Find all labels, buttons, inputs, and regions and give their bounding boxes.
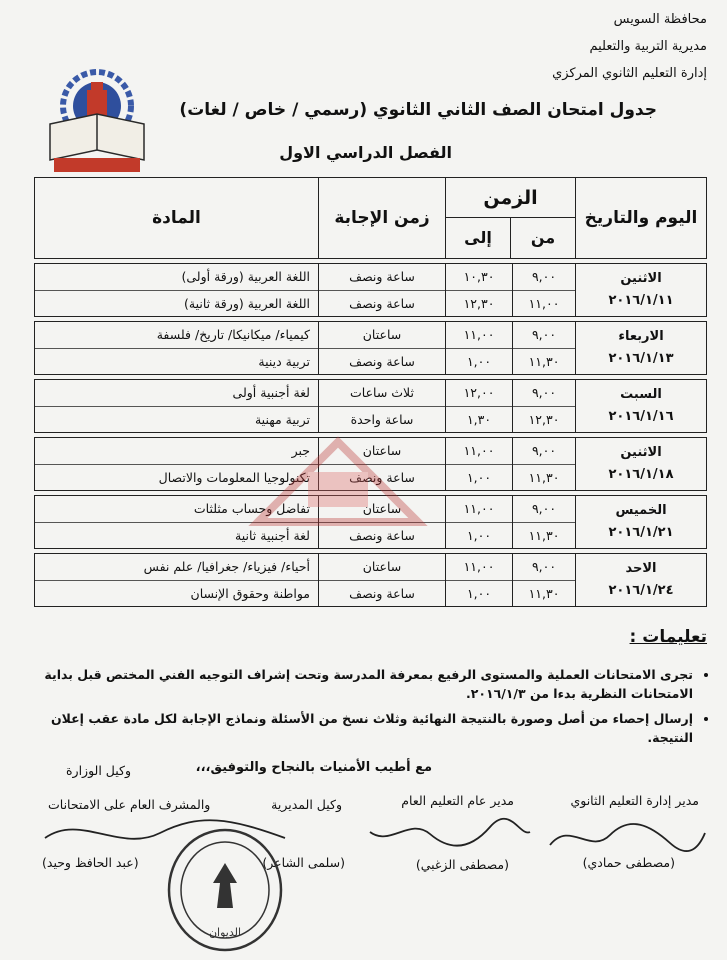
day-name: الخميس bbox=[615, 503, 667, 518]
signatory-title: والمشرف العام على الامتحانات bbox=[48, 797, 211, 812]
signatory-name: (مصطفى حمادي) bbox=[582, 855, 675, 870]
time-from: ١١,٠٠ bbox=[528, 295, 560, 311]
closing-wishes: مع أطيب الأمنيات بالنجاح والتوفيق،،، bbox=[195, 760, 432, 775]
day-name: الاربعاء bbox=[618, 329, 664, 344]
time-from: ٩,٠٠ bbox=[513, 264, 575, 291]
signature-scribble bbox=[365, 812, 535, 857]
answer-duration: ساعة ونصف bbox=[349, 295, 415, 311]
answer-duration: ساعة ونصف bbox=[349, 527, 415, 543]
day-date-cell bbox=[576, 438, 707, 491]
time-from: ١١,٣٠ bbox=[528, 585, 560, 601]
time-from: ٩,٠٠ bbox=[513, 496, 575, 523]
signatory-name: (سلمى الشاعر) bbox=[262, 855, 345, 870]
instruction-item: • إرسال إحصاء من أصل وصورة بالنتيجة النهائية وثلاث نسخ من الأسئلة ونماذج الإجابة لكل مادة عقب إعلان النتيجة. bbox=[17, 709, 693, 747]
subject-name: تربية مهنية bbox=[254, 411, 310, 427]
answer-duration: ساعة ونصف bbox=[349, 585, 415, 601]
table-row bbox=[35, 554, 707, 607]
time-from: ١١,٣٠ bbox=[528, 469, 560, 485]
signatory-title: وكيل الوزارة bbox=[66, 763, 132, 778]
day-name: الاثنين bbox=[620, 445, 662, 460]
day-name: السبت bbox=[620, 387, 662, 402]
subject-name: كيمياء/ ميكانيكا/ تاريخ/ فلسفة bbox=[35, 322, 318, 349]
time-to: ١,٠٠ bbox=[466, 527, 492, 543]
subject-name: تربية دينية bbox=[258, 353, 310, 369]
page-title: جدول امتحان الصف الثاني الثانوي (رسمي / خاص / لغات) bbox=[179, 100, 657, 120]
answer-duration: ساعتان bbox=[319, 438, 445, 465]
exam-date: ٢٠١٦/١/١١ bbox=[608, 293, 674, 308]
subject-name: اللغة العربية (ورقة ثانية) bbox=[184, 295, 310, 311]
subject-name: لغة أجنبية أولى bbox=[35, 380, 318, 407]
instructions-title: تعليمات : bbox=[629, 627, 707, 647]
time-from: ٩,٠٠ bbox=[513, 554, 575, 581]
subject-name: مواطنة وحقوق الإنسان bbox=[190, 585, 310, 601]
answer-duration: ساعتان bbox=[319, 496, 445, 523]
exam-date: ٢٠١٦/١/١٨ bbox=[608, 467, 674, 482]
signatory-name: (مصطفى الزغبي) bbox=[415, 857, 509, 872]
table-row bbox=[35, 322, 707, 375]
time-to: ١٢,٠٠ bbox=[446, 380, 512, 407]
day-name: الاحد bbox=[625, 561, 657, 576]
seal-label: الديوان bbox=[208, 926, 242, 939]
semester-subtitle: الفصل الدراسي الاول bbox=[279, 143, 452, 162]
time-to: ١,٣٠ bbox=[466, 411, 492, 427]
instruction-item: • تجرى الامتحانات العملية والمستوى الرفيع بمعرفة المدرسة وتحت إشراف التوجيه الفني المختص قبل بداية الامتحانات النظرية بدءا من ٢٠١٦/١/٣. bbox=[17, 665, 693, 703]
header-day-date: اليوم والتاريخ bbox=[576, 178, 707, 259]
signatory-title: مدير عام التعليم العام bbox=[401, 793, 514, 808]
time-to: ١١,٠٠ bbox=[446, 438, 512, 465]
answer-duration: ساعتان bbox=[319, 322, 445, 349]
day-date-cell bbox=[576, 496, 707, 549]
subject-name: تفاضل وحساب مثلثات bbox=[35, 496, 318, 523]
subject-name: تكنولوجيا المعلومات والاتصال bbox=[158, 469, 310, 485]
answer-duration: ساعتان bbox=[319, 554, 445, 581]
table-header-row bbox=[35, 178, 707, 259]
exam-date: ٢٠١٦/١/٢٤ bbox=[608, 583, 674, 598]
governorate-line: محافظة السويس bbox=[613, 12, 707, 27]
time-to: ١,٠٠ bbox=[466, 353, 492, 369]
exam-date: ٢٠١٦/١/٢١ bbox=[608, 525, 674, 540]
header-authority bbox=[552, 6, 707, 87]
header-subject: المادة bbox=[35, 178, 319, 259]
time-from: ٩,٠٠ bbox=[513, 438, 575, 465]
day-date-cell bbox=[576, 380, 707, 433]
official-seal bbox=[165, 828, 285, 953]
day-name: الاثنين bbox=[620, 271, 662, 286]
header-to: إلى bbox=[464, 228, 492, 247]
table-row bbox=[35, 380, 707, 433]
time-to: ١١,٠٠ bbox=[446, 322, 512, 349]
signatory-name: (عبد الحافظ وحيد) bbox=[42, 855, 139, 870]
exam-date: ٢٠١٦/١/١٦ bbox=[608, 409, 674, 424]
time-from: ١٢,٣٠ bbox=[528, 411, 560, 427]
time-from: ٩,٠٠ bbox=[513, 322, 575, 349]
signatory-title: وكيل المديرية bbox=[271, 797, 342, 812]
answer-duration: ثلاث ساعات bbox=[319, 380, 445, 407]
exam-schedule-table bbox=[34, 177, 707, 607]
header-duration: زمن الإجابة bbox=[319, 178, 446, 259]
signature-scribble bbox=[540, 815, 710, 860]
time-from: ١١,٣٠ bbox=[528, 353, 560, 369]
time-to: ١,٠٠ bbox=[466, 469, 492, 485]
subject-name: جبر bbox=[35, 438, 318, 465]
answer-duration: ساعة ونصف bbox=[319, 264, 445, 291]
subject-name: لغة أجنبية ثانية bbox=[235, 527, 310, 543]
time-from: ١١,٣٠ bbox=[528, 527, 560, 543]
watermark-logo bbox=[238, 432, 438, 532]
day-date-cell bbox=[576, 322, 707, 375]
directorate-line: مديرية التربية والتعليم bbox=[589, 39, 707, 54]
day-date-cell bbox=[576, 264, 707, 317]
answer-duration: ساعة ونصف bbox=[349, 353, 415, 369]
directorate-logo bbox=[40, 62, 155, 174]
subject-name: أحياء/ فيزياء/ جغرافيا/ علم نفس bbox=[35, 554, 318, 581]
header-from: من bbox=[510, 218, 575, 258]
answer-duration: ساعة واحدة bbox=[350, 411, 414, 427]
time-to: ١١,٠٠ bbox=[446, 554, 512, 581]
time-from: ٩,٠٠ bbox=[513, 380, 575, 407]
time-to: ١,٠٠ bbox=[466, 585, 492, 601]
instructions-list bbox=[17, 665, 707, 753]
administration-line: إدارة التعليم الثانوي المركزي bbox=[552, 66, 707, 81]
time-to: ١١,٠٠ bbox=[446, 496, 512, 523]
answer-duration: ساعة ونصف bbox=[349, 469, 415, 485]
signatory-title: مدير إدارة التعليم الثانوي bbox=[570, 793, 699, 808]
exam-date: ٢٠١٦/١/١٣ bbox=[608, 351, 674, 366]
subject-name: اللغة العربية (ورقة أولى) bbox=[35, 264, 318, 291]
table-row bbox=[35, 264, 707, 317]
header-time-label: الزمن bbox=[446, 179, 575, 218]
time-to: ١٢,٣٠ bbox=[463, 295, 495, 311]
day-date-cell bbox=[576, 554, 707, 607]
header-time bbox=[446, 178, 576, 259]
time-to: ١٠,٣٠ bbox=[446, 264, 512, 291]
